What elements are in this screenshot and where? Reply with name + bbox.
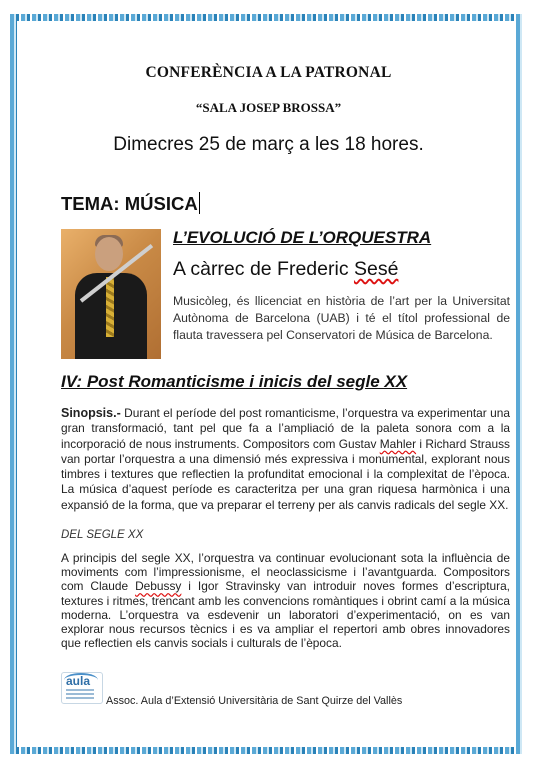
second-paragraph: [61, 551, 510, 650]
topic-heading[interactable]: [61, 192, 200, 215]
event-date: Dimecres 25 de març a les 18 hores.: [113, 134, 424, 155]
paragraph2-text-a: A principis del segle XX, l’orquestra va continuar evolucionant sota la influència de moviments com l’impressionisme, el neoclassicisme i l’avantguarda. Compositors com Claude: [61, 551, 510, 594]
venue-name: “SALA JOSEP BROSSA”: [195, 100, 342, 115]
paragraph2-text-b: i Igor Stravinsky van introduir noves formes d’escriptura, textures i ritmes, trencant amb les convencions romàntiques i obrint camí a la música moderna. L’orquestra va esdevenir un laboratori d’experimentació, on es van explorar nous recursos tècnics i es va ampliar el repertori amb obres innovadores que reflectien els canvis socials i culturals de l’època.: [61, 579, 510, 651]
paragraph2-flagged-word: Debussy: [135, 579, 182, 594]
aula-logo: [61, 672, 103, 704]
speaker-bio: Musicòleg, és llicenciat en història de l’art per la Universitat Autònoma de Barcelona (UAB) i té el títol professional de flauta travessera pel Conservatori de Música de Barcelona.: [173, 294, 510, 342]
association-name: Assoc. Aula d’Extensió Universitària de Sant Quirze del Vallès: [106, 695, 403, 707]
logo-text: aula: [66, 674, 91, 688]
synopsis-flagged-word: Mahler: [379, 436, 417, 451]
synopsis-text-a: Durant el període del post romanticisme, l’orquestra va experimentar una gran transformació, tant pel que fa a l’ampliació de la paleta sonora com a la incorporació de nous instruments. Compositors com Gustav: [61, 406, 510, 451]
subheading: DEL SEGLE XX: [61, 529, 144, 541]
speaker-surname: Sesé: [353, 258, 399, 280]
section-title: IV: Post Romanticisme i inicis del segle XX: [61, 372, 408, 391]
synopsis-label: Sinopsis.-: [61, 406, 121, 420]
event-title: CONFERÈNCIA A LA PATRONAL: [145, 64, 392, 81]
synopsis-paragraph: [61, 406, 510, 513]
speaker-prefix: A càrrec de Frederic: [173, 258, 354, 280]
speaker-photo: [61, 229, 161, 359]
lecture-title: L’EVOLUCIÓ DE L’ORQUESTRA: [173, 228, 432, 247]
topic-text: TEMA: MÚSICA: [61, 193, 198, 214]
text-cursor: [199, 192, 200, 214]
synopsis-text-b: i Richard Strauss van portar l’orquestra a una dimensió més expressiva i monumental, explorant nous timbres i textures que reflectien la profunditat emocional i la complexitat de l’època. La música d’aquest període es caracteritza per una gran riquesa harmònica i una expansió de la forma, que va preparar el terreny per als canvis radicals del segle XX.: [61, 436, 510, 512]
speaker-line: [173, 258, 398, 281]
